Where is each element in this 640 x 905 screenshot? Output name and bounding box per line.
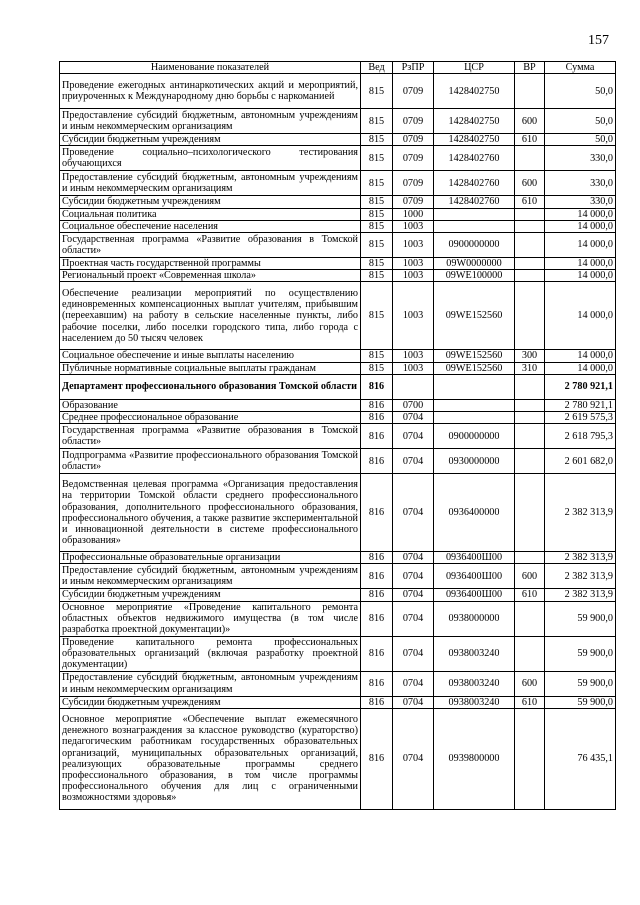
cell-vr: 300 [515,350,545,362]
cell-rzpr: 0700 [393,399,434,411]
cell-rzpr: 1003 [393,233,434,258]
cell-csr: 0900000000 [434,233,515,258]
cell-csr: 1428402760 [434,171,515,196]
cell-rzpr: 0709 [393,171,434,196]
cell-vr: 610 [515,134,545,146]
table-row [60,171,616,196]
cell-sum: 50,0 [545,74,616,109]
cell-csr: 09W0000000 [434,258,515,270]
header-ved: Вед [361,62,393,74]
cell-ved: 816 [361,412,393,424]
cell-ved: 815 [361,74,393,109]
table-header-row [60,62,616,74]
cell-csr: 1428402750 [434,74,515,109]
cell-indicator-name: Проектная часть государственной программы [60,258,361,270]
table-row [60,282,616,350]
cell-indicator-name: Среднее профессиональное образование [60,412,361,424]
cell-vr [515,208,545,220]
cell-ved: 816 [361,474,393,552]
cell-csr: 0938003240 [434,636,515,671]
cell-ved: 815 [361,196,393,208]
cell-ved: 816 [361,636,393,671]
cell-indicator-name: Публичные нормативные социальные выплаты гражданам [60,362,361,374]
cell-vr [515,374,545,399]
cell-ved: 816 [361,399,393,411]
cell-ved: 815 [361,220,393,232]
cell-indicator-name: Социальное обеспечение населения [60,220,361,232]
table-row [60,449,616,474]
table-row [60,109,616,134]
cell-rzpr: 0709 [393,196,434,208]
cell-rzpr: 0704 [393,449,434,474]
cell-rzpr: 0709 [393,134,434,146]
cell-vr [515,474,545,552]
cell-indicator-name: Ведомственная целевая программа «Организация предоставления на территории Томской области среднего профессионального образования, дополнительного профессионального образования, профессионального обучения, а также развитие экспериментальной и инновационной деятельности в системе профессионального образования» [60,474,361,552]
cell-rzpr: 0704 [393,564,434,589]
cell-rzpr [393,374,434,399]
cell-indicator-name: Проведение капитального ремонта профессиональных образовательных организаций (включая разработку проектной документации) [60,636,361,671]
table-row [60,270,616,282]
table-row [60,233,616,258]
cell-rzpr: 0704 [393,474,434,552]
cell-rzpr: 0709 [393,146,434,171]
cell-csr: 09WE152560 [434,362,515,374]
cell-rzpr: 0709 [393,74,434,109]
cell-indicator-name: Предоставление субсидий бюджетным, автономным учреждениям и иным некоммерческим организациям [60,564,361,589]
cell-sum: 14 000,0 [545,208,616,220]
cell-indicator-name: Предоставление субсидий бюджетным, автономным учреждениям и иным некоммерческим организациям [60,109,361,134]
cell-rzpr: 1003 [393,350,434,362]
cell-indicator-name: Предоставление субсидий бюджетным, автономным учреждениям и иным некоммерческим организациям [60,171,361,196]
cell-indicator-name: Обеспечение реализации мероприятий по осуществлению единовременных компенсационных выплат учителям, прибывшим (переехавшим) на работу в сельские населенные пункты, либо рабочие поселки, либо поселки городского типа, либо города с населением до 50 тысяч человек [60,282,361,350]
cell-ved: 816 [361,696,393,708]
cell-sum: 14 000,0 [545,233,616,258]
cell-vr [515,282,545,350]
cell-ved: 816 [361,552,393,564]
cell-csr [434,399,515,411]
cell-vr [515,412,545,424]
table-row [60,208,616,220]
cell-ved: 815 [361,171,393,196]
cell-csr: 0930000000 [434,449,515,474]
header-indicator-name: Наименование показателей [60,62,361,74]
table-row [60,258,616,270]
cell-sum: 330,0 [545,196,616,208]
cell-rzpr: 1003 [393,362,434,374]
cell-ved: 815 [361,208,393,220]
cell-rzpr: 1003 [393,258,434,270]
cell-vr [515,708,545,809]
cell-vr: 610 [515,196,545,208]
cell-sum: 59 900,0 [545,601,616,636]
cell-sum: 2 780 921,1 [545,399,616,411]
cell-vr [515,636,545,671]
table-row [60,196,616,208]
cell-csr [434,412,515,424]
table-row [60,424,616,449]
cell-indicator-name: Основное мероприятие «Обеспечение выплат ежемесячного денежного вознаграждения за классное руководство (кураторство) педагогическим работникам государственных образовательных организаций, муниципальных образовательных организаций, реализующих образовательные программы среднего профессионального образования, в том числе программы профессионального обучения для лиц с ограниченными возможностями здоровья» [60,708,361,809]
cell-ved: 815 [361,270,393,282]
cell-rzpr: 1003 [393,220,434,232]
cell-csr: 09WE152560 [434,350,515,362]
cell-indicator-name: Проведение социально–психологического тестирования обучающихся [60,146,361,171]
cell-ved: 816 [361,589,393,601]
cell-vr [515,399,545,411]
cell-rzpr: 0704 [393,601,434,636]
table-row [60,601,616,636]
cell-vr: 600 [515,671,545,696]
cell-csr: 0939800000 [434,708,515,809]
cell-sum: 2 618 795,3 [545,424,616,449]
cell-rzpr: 0704 [393,636,434,671]
table-row [60,564,616,589]
cell-csr: 0936400Ш00 [434,589,515,601]
cell-ved: 816 [361,424,393,449]
cell-sum: 2 601 682,0 [545,449,616,474]
cell-csr: 09WE152560 [434,282,515,350]
cell-indicator-name: Государственная программа «Развитие образования в Томской области» [60,424,361,449]
cell-sum: 2 780 921,1 [545,374,616,399]
cell-indicator-name: Государственная программа «Развитие образования в Томской области» [60,233,361,258]
table-row [60,399,616,411]
cell-ved: 816 [361,449,393,474]
cell-ved: 816 [361,601,393,636]
cell-indicator-name: Субсидии бюджетным учреждениям [60,696,361,708]
cell-sum: 2 619 575,3 [545,412,616,424]
cell-sum: 330,0 [545,146,616,171]
table-row [60,350,616,362]
table-row [60,696,616,708]
table-row [60,552,616,564]
cell-csr: 1428402760 [434,146,515,171]
cell-ved: 815 [361,109,393,134]
cell-indicator-name: Субсидии бюджетным учреждениям [60,134,361,146]
cell-indicator-name: Субсидии бюджетным учреждениям [60,589,361,601]
cell-indicator-name: Социальная политика [60,208,361,220]
cell-csr [434,208,515,220]
cell-ved: 815 [361,258,393,270]
cell-indicator-name: Предоставление субсидий бюджетным, автономным учреждениям и иным некоммерческим организациям [60,671,361,696]
cell-vr [515,146,545,171]
cell-vr [515,233,545,258]
cell-vr [515,601,545,636]
cell-rzpr: 0704 [393,708,434,809]
cell-vr [515,270,545,282]
table-row [60,74,616,109]
header-csr: ЦСР [434,62,515,74]
cell-sum: 14 000,0 [545,362,616,374]
cell-vr [515,424,545,449]
cell-sum: 14 000,0 [545,350,616,362]
cell-rzpr: 0704 [393,552,434,564]
cell-sum: 14 000,0 [545,258,616,270]
cell-csr: 0936400000 [434,474,515,552]
header-rzpr: РзПР [393,62,434,74]
cell-rzpr: 0704 [393,412,434,424]
cell-vr [515,74,545,109]
cell-sum: 59 900,0 [545,671,616,696]
cell-sum: 76 435,1 [545,708,616,809]
cell-csr: 0936400Ш00 [434,564,515,589]
table-body [60,74,616,810]
cell-csr: 09WE100000 [434,270,515,282]
table-row [60,362,616,374]
cell-vr: 310 [515,362,545,374]
cell-indicator-name: Социальное обеспечение и иные выплаты населению [60,350,361,362]
cell-sum: 14 000,0 [545,220,616,232]
cell-indicator-name: Образование [60,399,361,411]
cell-sum: 50,0 [545,109,616,134]
cell-indicator-name: Субсидии бюджетным учреждениям [60,196,361,208]
cell-vr: 600 [515,564,545,589]
table-row [60,146,616,171]
cell-ved: 816 [361,564,393,589]
cell-vr [515,552,545,564]
cell-csr: 0938003240 [434,671,515,696]
cell-vr: 600 [515,109,545,134]
cell-vr [515,449,545,474]
cell-sum: 2 382 313,9 [545,552,616,564]
cell-rzpr: 1003 [393,270,434,282]
cell-vr: 600 [515,171,545,196]
table-row [60,374,616,399]
table-row [60,220,616,232]
cell-sum: 2 382 313,9 [545,564,616,589]
cell-rzpr: 0704 [393,671,434,696]
table-row [60,412,616,424]
cell-indicator-name: Профессиональные образовательные организации [60,552,361,564]
cell-ved: 816 [361,671,393,696]
cell-csr: 0936400Ш00 [434,552,515,564]
table-row [60,474,616,552]
table-row [60,671,616,696]
cell-indicator-name: Департамент профессионального образования Томской области [60,374,361,399]
cell-csr: 0938003240 [434,696,515,708]
cell-rzpr: 0704 [393,424,434,449]
cell-sum: 2 382 313,9 [545,474,616,552]
cell-indicator-name: Региональный проект «Современная школа» [60,270,361,282]
cell-vr [515,220,545,232]
table-row [60,589,616,601]
cell-csr [434,374,515,399]
cell-ved: 815 [361,362,393,374]
header-vr: ВР [515,62,545,74]
cell-sum: 330,0 [545,171,616,196]
cell-vr [515,258,545,270]
cell-indicator-name: Проведение ежегодных антинаркотических акций и мероприятий, приуроченных к Международному дню борьбы с наркоманией [60,74,361,109]
cell-sum: 59 900,0 [545,636,616,671]
table-row [60,134,616,146]
cell-ved: 816 [361,708,393,809]
cell-indicator-name: Основное мероприятие «Проведение капитального ремонта областных объектов недвижимого имущества (в том числе разработка проектной документации)» [60,601,361,636]
cell-sum: 14 000,0 [545,270,616,282]
header-sum: Сумма [545,62,616,74]
cell-rzpr: 1000 [393,208,434,220]
cell-sum: 50,0 [545,134,616,146]
cell-vr: 610 [515,696,545,708]
table-row [60,636,616,671]
cell-indicator-name: Подпрограмма «Развитие профессионального образования Томской области» [60,449,361,474]
page-number: 157 [588,33,609,48]
budget-table [59,61,616,810]
cell-ved: 816 [361,374,393,399]
cell-sum: 14 000,0 [545,282,616,350]
cell-csr: 1428402760 [434,196,515,208]
cell-rzpr: 0704 [393,589,434,601]
cell-ved: 815 [361,350,393,362]
cell-rzpr: 0709 [393,109,434,134]
cell-ved: 815 [361,134,393,146]
cell-sum: 2 382 313,9 [545,589,616,601]
cell-csr: 0900000000 [434,424,515,449]
cell-ved: 815 [361,233,393,258]
cell-csr: 1428402750 [434,134,515,146]
cell-csr: 1428402750 [434,109,515,134]
cell-ved: 815 [361,282,393,350]
cell-vr: 610 [515,589,545,601]
cell-csr: 0938000000 [434,601,515,636]
cell-ved: 815 [361,146,393,171]
cell-rzpr: 0704 [393,696,434,708]
cell-csr [434,220,515,232]
cell-rzpr: 1003 [393,282,434,350]
cell-sum: 59 900,0 [545,696,616,708]
table-row [60,708,616,809]
